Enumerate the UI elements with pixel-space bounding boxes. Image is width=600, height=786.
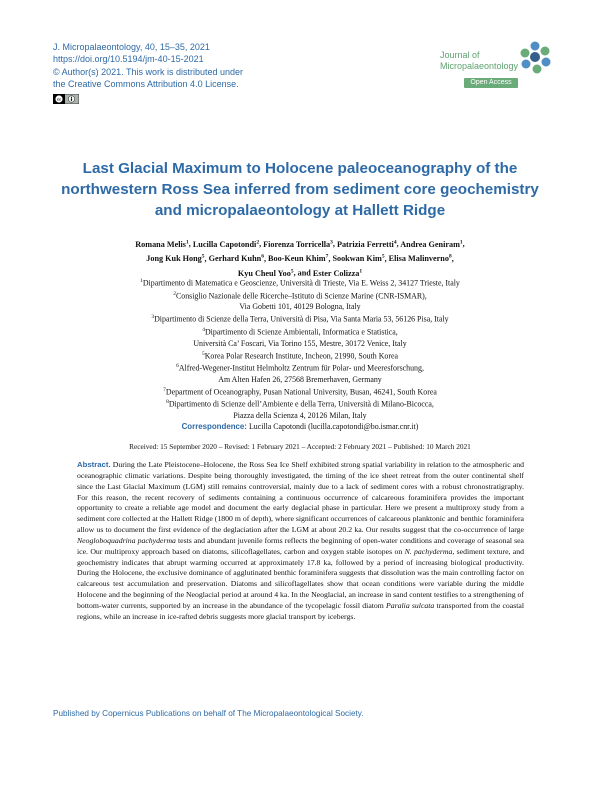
open-access-badge: Open Access [464, 78, 518, 88]
affiliation-list [70, 276, 530, 421]
author-name: Lucilla Capotondi [192, 239, 257, 249]
foraminifera-logo-icon [517, 40, 553, 76]
author-affiliation-number: 5 [201, 253, 205, 260]
affiliation-line [70, 312, 530, 325]
affiliation-line [70, 385, 530, 398]
author-affiliation-number: 1 [359, 268, 363, 275]
abstract-body [77, 460, 524, 621]
affiliation-text: Piazza della Scienza 4, 20126 Milan, Italy [233, 411, 367, 420]
affiliation-number: 1 [140, 278, 143, 284]
affiliation-text: Am Alten Hafen 26, 27568 Bremerhaven, Germany [218, 374, 382, 384]
abstract-label: Abstract. [77, 460, 111, 469]
affiliation-line [70, 349, 530, 362]
author-affiliation-number: 5 [290, 268, 294, 275]
author [135, 240, 188, 249]
cc-by-badge-icon[interactable] [53, 94, 79, 104]
affiliation-number: 8 [166, 399, 169, 406]
abstract-text: , sediment texture, and geochemistry indicates that abrupt warming occurred at approximately 17.8 ka, followed by a period of increasing biological productivity. During the Holocene, the exclusive dominance of agglutinated benthic foraminifera suggests that dissolution was the main controlling factor on calcareous test accumulation and preservation. Diatoms and silicoflagellates show that ocean conditions were variable during the middle Holocene and the beginning of the Neoglacial period at around 4 ka. In the Neoglacial, an increase in sand content testifies to a strengthening of bottom-water currents, supported by an increase in the abundance of the tycopelagic fossil diatom [77, 546, 524, 610]
affiliation-text: Consiglio Nazionale delle Ricerche–Istituto di Scienze Marine (CNR-ISMAR), [176, 291, 427, 301]
abstract-italic-taxon: Paralia sulcata [386, 600, 435, 610]
affiliation-text: Dipartimento di Scienze dell’Ambiente e della Terra, Università di Milano-Bicocca, [168, 400, 434, 409]
author-list: Romana Melis$^1$, Lucilla Capotondi$^2$, Fiorenza Torricella$^3$, Patrizia Ferretti$^4$, Andrea Geniram$^1$, Jong Kuk Hong$^5$, Gerhard Kuhn$^6$, Boo-Keun Khim$^7$, Sookwan Kim$^5$, Elisa Malinverno$^8$, Kyu Cheul Yoo$^5$, and Ester Colizza$^1$ [135, 239, 465, 279]
author-name: Romana Melis [135, 239, 186, 249]
affiliation-line [70, 338, 530, 349]
paper-title: Last Glacial Maximum to Holocene paleoceanography of the northwestern Ross Sea inferred from sediment core geochemistry and micropalaeontology at Hallett Ridge [61, 160, 539, 219]
affiliation-text: Università Ca’ Foscari, Via Torino 155, Mestre, 30172 Venice, Italy [193, 338, 407, 348]
author-affiliation-number: 4 [393, 239, 397, 245]
author [209, 254, 264, 263]
author-name: Elisa Malinverno [388, 254, 449, 264]
author-affiliation-number: 8 [448, 253, 452, 260]
affiliation-text: Via Gobetti 101, 40129 Bologna, Italy [239, 302, 361, 312]
affiliation-text: Alfred-Wegener-Institut Helmholtz Zentrum für Polar- und Meeresforschung, [178, 363, 424, 373]
author-affiliation-number: 2 [256, 239, 260, 245]
affiliation-number: 3 [151, 314, 155, 321]
abstract-italic-taxon: N. pachyderma [404, 546, 453, 556]
affiliation-text: Dipartimento di Scienze della Terra, Università di Pisa, Via Santa Maria 53, 56126 Pisa, Italy [154, 314, 449, 324]
affiliation-line [70, 289, 530, 302]
affiliation-line [70, 301, 530, 312]
affiliation-number: 4 [202, 326, 205, 333]
author-affiliation-number: 1 [185, 239, 189, 245]
affiliation-number: 6 [176, 363, 179, 370]
author-name: Boo-Keun Khim [268, 254, 326, 264]
author-name: Andrea Geniram [400, 239, 460, 249]
author-affiliation-number: 5 [381, 253, 385, 260]
author [263, 240, 333, 249]
author-affiliation-number: 7 [325, 253, 329, 260]
publication-dates: Received: 15 September 2020 – Revised: 1 February 2021 – Accepted: 2 February 2021 – Published: 10 March 2021 [129, 442, 471, 451]
abstract [77, 460, 524, 623]
author [146, 254, 204, 263]
journal-header [53, 41, 243, 90]
license-line-2: the Creative Commons Attribution 4.0 License. [53, 78, 239, 89]
affiliation-number: 7 [163, 386, 166, 393]
correspondence-label: Correspondence: [181, 422, 247, 431]
affiliation-text: Korea Polar Research Institute, Incheon, 21990, South Korea [204, 351, 399, 361]
author [193, 240, 259, 249]
author-name: Fiorenza Torricella [263, 239, 331, 249]
affiliation-line [70, 374, 530, 385]
affiliation-line [70, 325, 530, 338]
abstract-text: tests and abundant juvenile forms reflects the beginning of open-water conditions and coverage of seasonal sea ice. Our multiproxy approach based on diatoms, silicoflagellates, carbon and oxygen stable isotopes on [77, 535, 524, 556]
affiliation-line [70, 397, 530, 410]
author-affiliation-number: 1 [459, 239, 463, 245]
abstract-text: During the Late Pleistocene–Holocene, the Ross Sea Ice Shelf exhibited strong spatial variability in relation to the atmospheric and oceanographic climatic variations. Despite being thoroughly investigated, the timing of the ice sheet retreat from the outer continental shelf since the Last Glacial Maximum (LGM) still remains controversial, mainly due to a lack of sediment cores with a robust chronostratigraphy. For this reason, the recent recovery of sediments containing a continuous occurrence of calcareous foraminifera provides the important opportunity to create a reliable age model and document the early deglacial phase in particular. Here we present a multiproxy study from a sediment core collected at the Hallett Ridge (1800 m of depth), where significant occurrences of calcareous planktonic and benthic foraminifera allow us to document the first evidence of the deglaciation after the LGM at about 20.2 ka. Our results suggest that the co-occurrence of large [77, 460, 524, 535]
abstract-italic-taxon: Neogloboquadrina pachyderma [77, 535, 176, 545]
author [268, 254, 328, 263]
author-name: Sookwan Kim [332, 254, 382, 264]
affiliation-text: Department of Oceanography, Pusan National University, Busan, 46241, South Korea [165, 387, 437, 397]
logo-wordmark [440, 50, 518, 71]
author [389, 254, 452, 263]
journal-citation: J. Micropalaeontology, 40, 15–35, 2021 [53, 42, 210, 52]
author-affiliation-number: 3 [330, 239, 333, 245]
affiliation-line [70, 361, 530, 374]
author-name: Jong Kuk Hong [146, 254, 202, 264]
author-name: Ester Colizza [312, 269, 360, 279]
affiliation-text: Dipartimento di Matematica e Geoscienze, Università di Trieste, Via E. Weiss 2, 34127 Trieste, Italy [142, 278, 460, 288]
author [337, 240, 397, 249]
author [332, 254, 384, 263]
logo-line-2: Micropalaeontology [440, 60, 519, 71]
author [400, 240, 462, 249]
affiliation-text: Dipartimento di Scienze Ambientali, Informatica e Statistica, [204, 327, 398, 337]
affiliation-number: 2 [173, 290, 177, 297]
doi-link[interactable]: https://doi.org/10.5194/jm-40-15-2021 [53, 54, 204, 65]
cc-badge-text: cc [57, 97, 61, 102]
abstract-text: transported from the coastal regions, while an increase in ice-rafted debris suggests more glacial transport by icebergs. [77, 600, 524, 621]
correspondence-line [60, 421, 540, 432]
affiliation-number: 5 [201, 350, 205, 357]
affiliation-line [70, 410, 530, 421]
logo-line-1: Journal of [440, 50, 480, 60]
author-name: Kyu Cheul Yoo [237, 269, 291, 279]
author-name: Patrizia Ferretti [336, 239, 394, 249]
affiliation-line [70, 276, 530, 289]
publisher-footer: Published by Copernicus Publications on behalf of The Micropalaeontological Society. [53, 709, 364, 718]
correspondence-text[interactable]: Lucilla Capotondi (lucilla.capotondi@bo.ismar.cnr.it) [248, 422, 419, 431]
author-name: Gerhard Kuhn [208, 254, 262, 264]
author-affiliation-number: 6 [261, 253, 264, 260]
license-line-1: © Author(s) 2021. This work is distributed under [53, 66, 244, 77]
